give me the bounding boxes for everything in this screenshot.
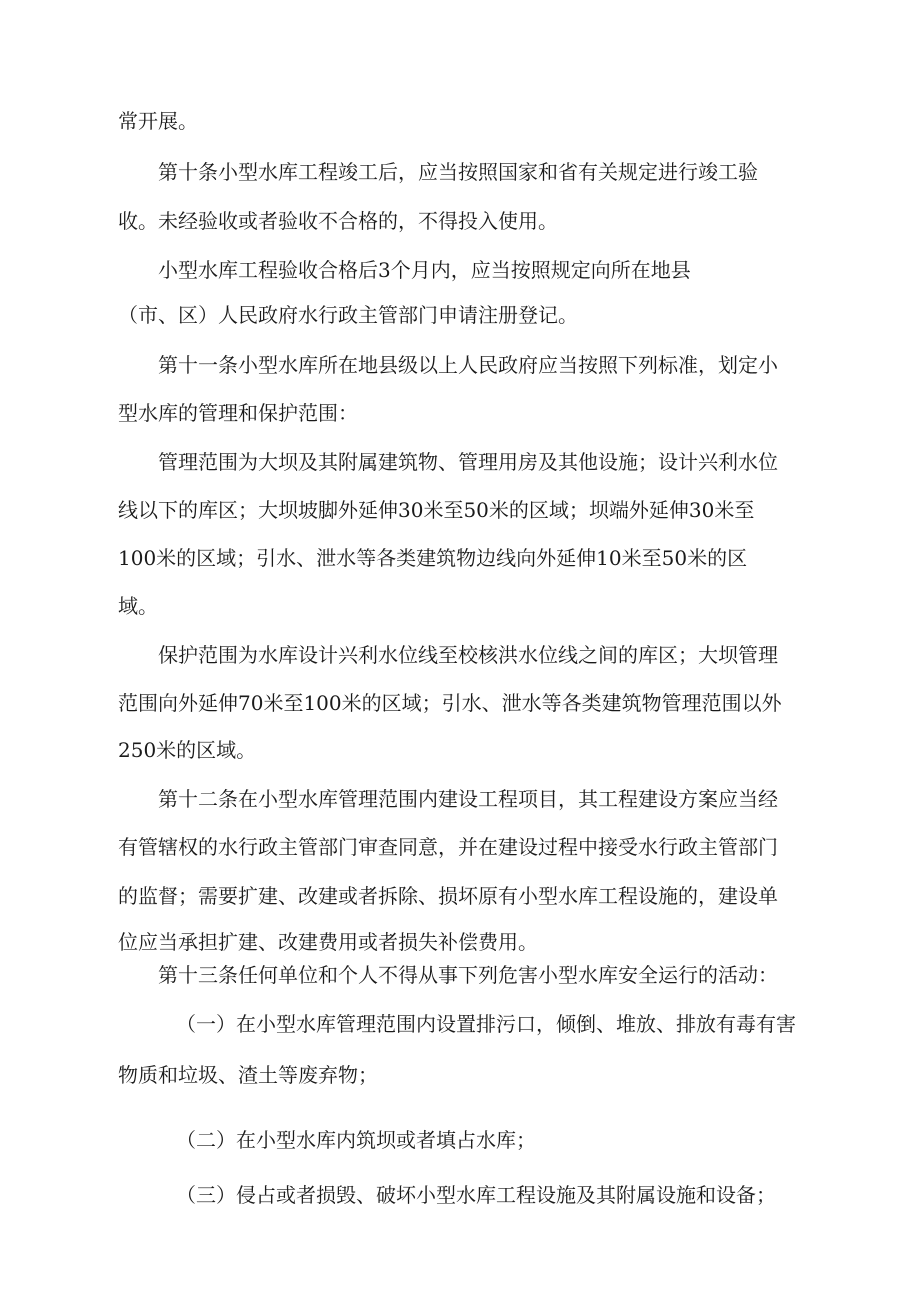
text-line: 小型水库工程验收合格后3个月内，应当按照规定向所在地县 [158,258,691,282]
text-line: 型水库的管理和保护范围： [118,401,358,425]
text-line: 域。 [118,594,158,618]
text-line: 有管辖权的水行政主管部门审查同意，并在建设过程中接受水行政主管部门 [118,835,778,859]
text-line: 常开展。 [118,109,198,133]
text-line: 范围向外延伸70米至100米的区域；引水、泄水等各类建筑物管理范围以外 [118,691,782,715]
text-line: 线以下的库区；大坝坡脚外延伸30米至50米的区域；坝端外延伸30米至 [118,498,755,522]
text-line: 收。未经验收或者验收不合格的，不得投入使用。 [118,209,558,233]
article-11-heading-line: 第十一条小型水库所在地县级以上人民政府应当按照下列标准，划定小 [158,353,778,377]
text-line: 保护范围为水库设计兴利水位线至校核洪水位线之间的库区；大坝管理 [158,643,778,667]
text-line: 物质和垃圾、渣土等废弃物； [118,1063,378,1087]
text-line: 的监督；需要扩建、改建或者拆除、损坏原有小型水库工程设施的，建设单 [118,884,778,908]
text-line: 位应当承担扩建、改建费用或者损失补偿费用。 [118,930,538,954]
text-line: 管理范围为大坝及其附属建筑物、管理用房及其他设施；设计兴利水位 [158,450,778,474]
list-item-3: （三）侵占或者损毁、破坏小型水库工程设施及其附属设施和设备； [176,1183,776,1207]
article-13-heading-line: 第十三条任何单位和个人不得从事下列危害小型水库安全运行的活动： [158,963,778,987]
text-line: 100米的区域；引水、泄水等各类建筑物边线向外延伸10米至50米的区 [118,546,748,570]
list-item-1: （一）在小型水库管理范围内设置排污口，倾倒、堆放、排放有毒有害 [176,1012,796,1036]
article-12-heading-line: 第十二条在小型水库管理范围内建设工程项目，其工程建设方案应当经 [158,787,778,811]
text-line: （市、区）人民政府水行政主管部门申请注册登记。 [118,303,578,327]
list-item-2: （二）在小型水库内筑坝或者填占水库； [176,1128,536,1152]
text-line: 250米的区域。 [118,738,257,762]
article-10-heading-line: 第十条小型水库工程竣工后，应当按照国家和省有关规定进行竣工验 [158,160,758,184]
